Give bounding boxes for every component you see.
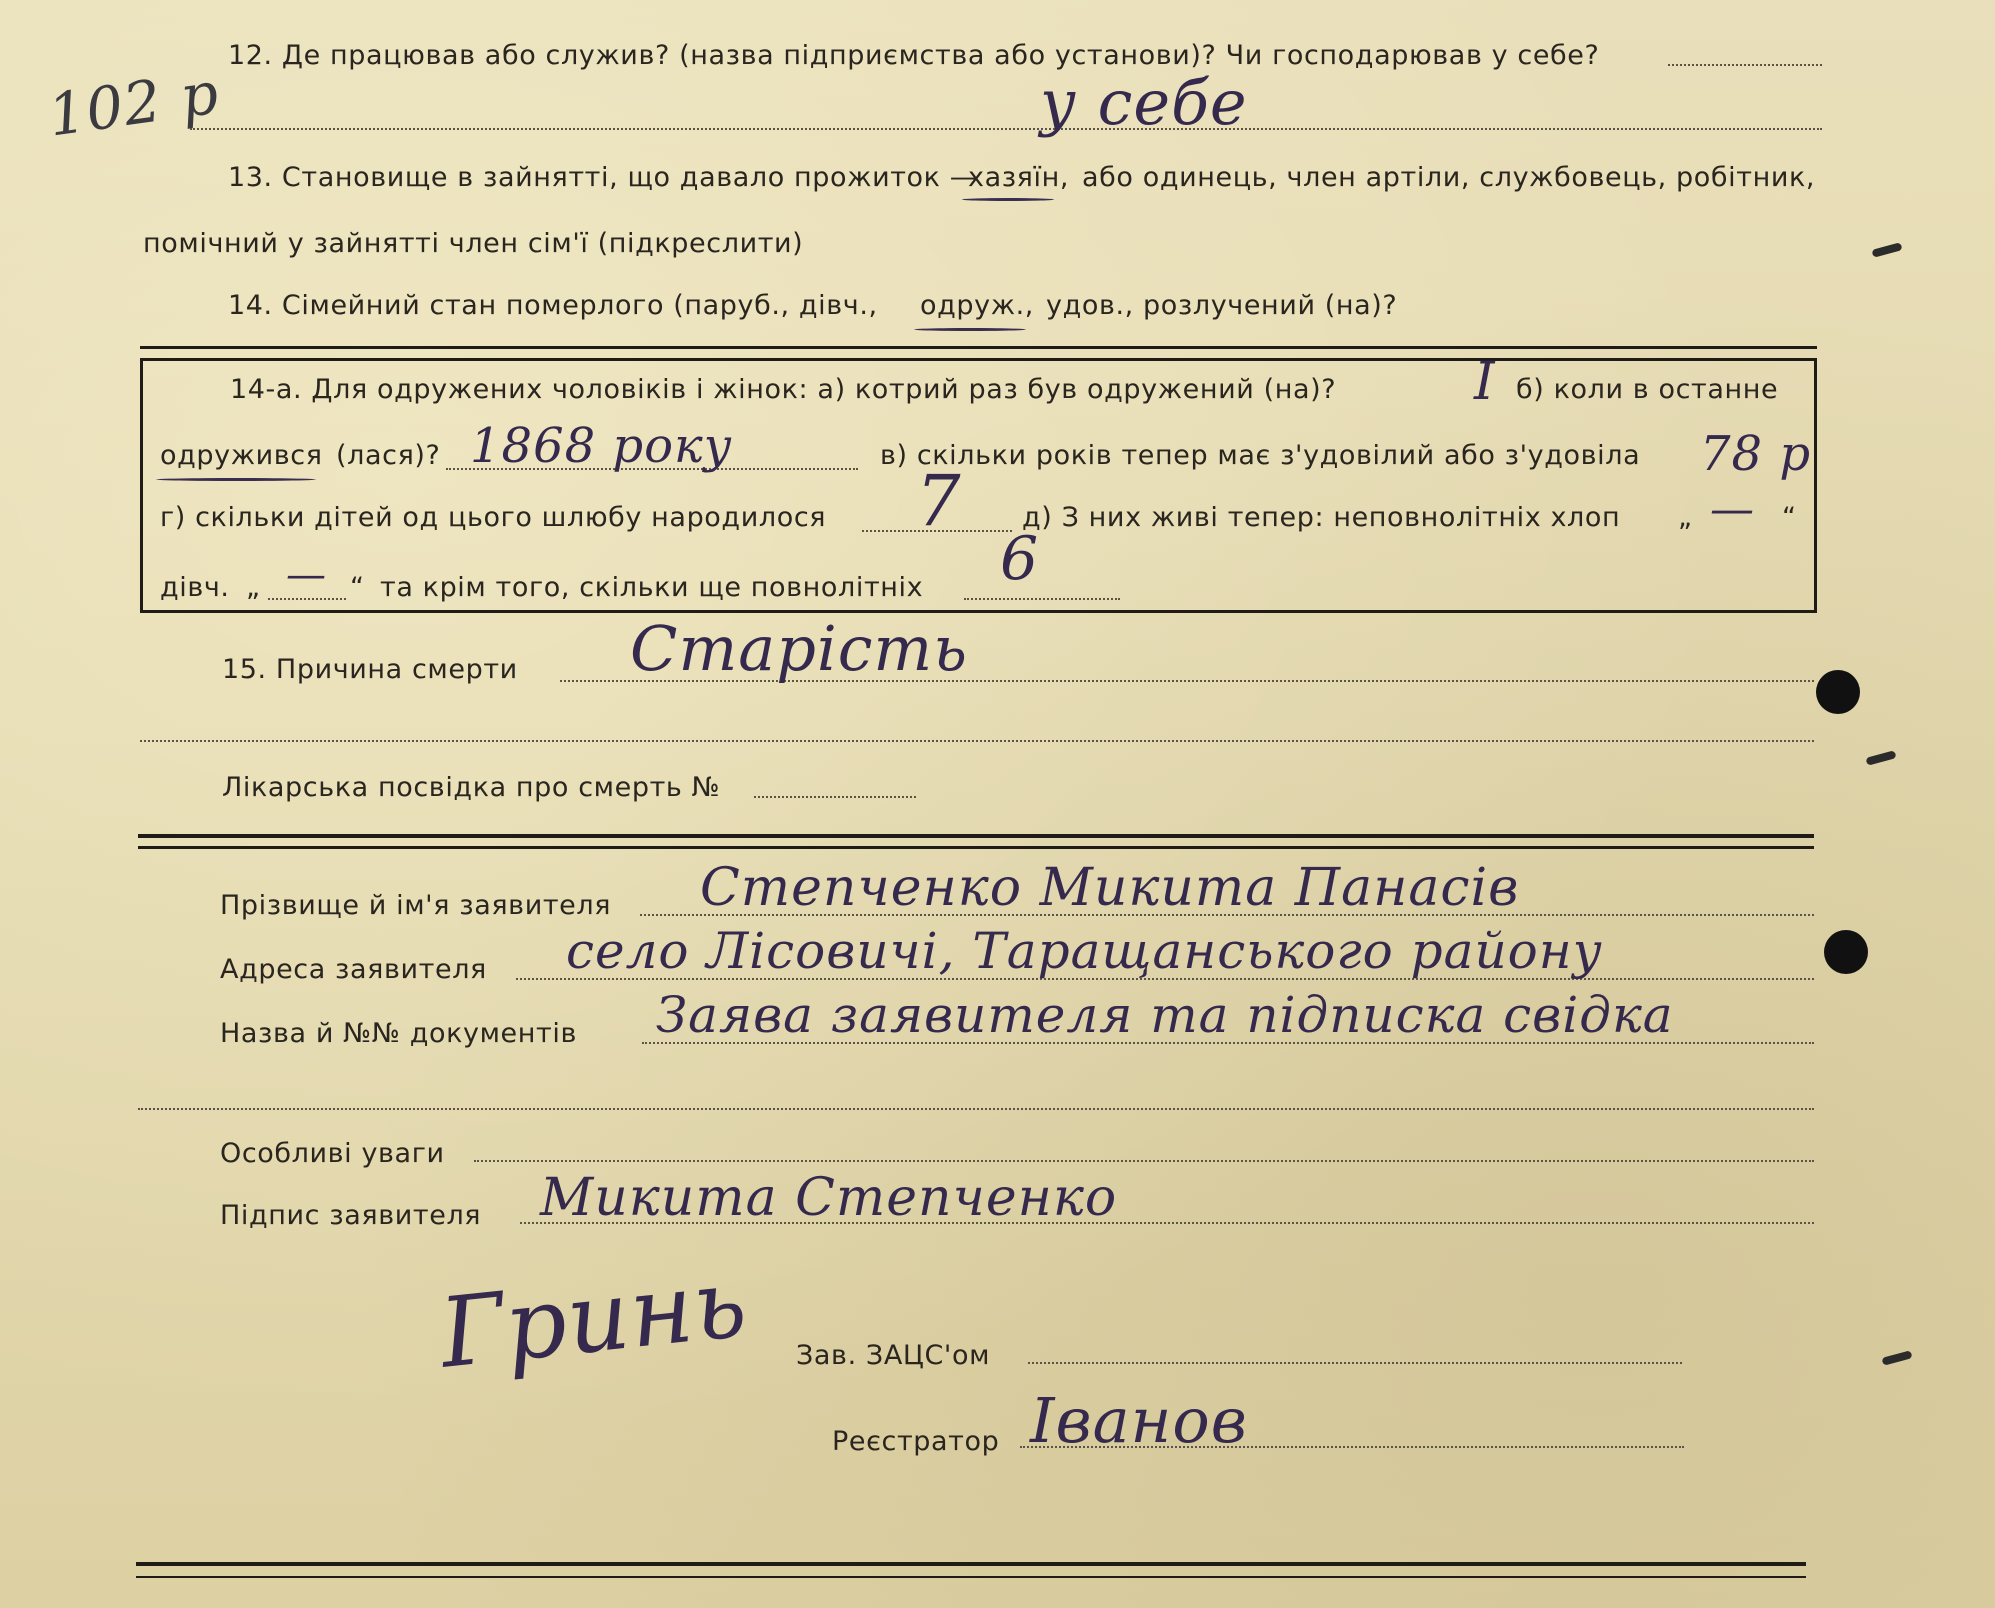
q14a-line4-rest: та крім того, скільки ще повнолітніх: [380, 572, 924, 603]
q14a-answer-a: I: [1474, 352, 1496, 412]
applicant-name-value: Степченко Микита Панасів: [700, 858, 1520, 918]
q14a-line4-girls: дівч.: [160, 572, 230, 603]
applicant-signature-label: Підпис заявителя: [220, 1200, 482, 1231]
q15-answer: Старість: [630, 612, 968, 685]
q14a-answer-d-girls: —: [286, 552, 327, 598]
double-rule-top: [138, 834, 1814, 838]
q14-label-part2: удов., розлучений (на)?: [1046, 290, 1398, 321]
q12-leader: [1668, 64, 1822, 66]
q13-label-line2: помічний у зайнятті член сім'ї (підкреслити): [143, 228, 804, 259]
q13-selected-underline: [962, 198, 1054, 201]
q14a-answer-b: 1868 року: [470, 418, 733, 474]
q15-label: 15. Причина смерти: [222, 654, 518, 685]
paper-nick: [1871, 242, 1902, 257]
q14-selected-underline: [914, 328, 1026, 331]
binder-hole-bottom: [1824, 930, 1868, 974]
paper-nick: [1881, 1350, 1912, 1365]
registrar-signature: Іванов: [1030, 1384, 1248, 1457]
q12-answer: у себе: [1040, 66, 1248, 139]
q14-label-part1: 14. Сімейний стан померлого (паруб., дівч.,: [228, 290, 878, 321]
applicant-name-label: Прізвище й ім'я заявителя: [220, 890, 612, 921]
q14a-answer-d-girls-line: [268, 598, 346, 600]
applicant-docs-value: Заява заявителя та підписка свідка: [656, 986, 1674, 1044]
q14a-answer-adults-line: [964, 598, 1120, 600]
q13-selected-option: хазяїн,: [968, 162, 1070, 193]
q14a-answer-d-boys: —: [1710, 484, 1755, 535]
head-label: Зав. ЗАЦС'ом: [796, 1340, 991, 1371]
binder-hole-top: [1816, 670, 1860, 714]
q13-label-part1: 13. Становище в зайнятті, що давало прожиток —: [228, 162, 978, 193]
q14a-quote-open-girls: „: [246, 572, 261, 603]
q14a-married-underline: [156, 478, 316, 481]
paper-nick: [1865, 750, 1896, 765]
q14a-answer-adults: 6: [1000, 524, 1040, 594]
q14-selected-option: одруж.,: [920, 290, 1034, 321]
applicant-address-value: село Лісовичі, Таращанського району: [566, 922, 1603, 980]
bottom-rule-1: [136, 1562, 1806, 1566]
double-rule-bottom: [138, 846, 1814, 849]
q14a-line3-d: д) З них живі тепер: неповнолітніх хлоп: [1022, 502, 1621, 533]
q12-label: 12. Де працював або служив? (назва підприємства або установи)? Чи господарював у себе?: [228, 40, 1600, 71]
section-rule: [140, 346, 1817, 349]
q12-answer-line: [190, 128, 1822, 130]
q14a-line1: 14-а. Для одружених чоловіків і жінок: а) котрий раз був одружений (на)?: [230, 374, 1337, 405]
bottom-rule-2: [136, 1576, 1806, 1578]
q15-answer-line-2: [140, 740, 1814, 742]
margin-note: 102 р: [44, 58, 224, 150]
q14a-married-rest: (лася)?: [336, 440, 441, 471]
applicant-signature: Микита Степченко: [540, 1168, 1118, 1228]
q14a-answer-c: 78 р: [1700, 426, 1812, 482]
notes-line: [474, 1160, 1814, 1162]
notes-label: Особливі уваги: [220, 1138, 445, 1169]
q14a-married-word: одружився: [160, 440, 323, 471]
q14a-answer-g: 7: [916, 460, 962, 542]
applicant-docs-line-2: [138, 1108, 1814, 1110]
applicant-address-label: Адреса заявителя: [220, 954, 487, 985]
medical-cert-number-line: [754, 796, 916, 798]
q14a-quote-open-boys: „: [1678, 502, 1693, 533]
registrar-label: Реєстратор: [832, 1426, 1000, 1457]
q14a-quote-close-boys: “: [1782, 502, 1797, 533]
q13-label-part2: або одинець, член артіли, службовець, робітник,: [1082, 162, 1816, 193]
q14a-line3-g: г) скільки дітей од цього шлюбу народилося: [160, 502, 827, 533]
medical-cert-label: Лікарська посвідка про смерть №: [222, 772, 721, 803]
head-signature: Гринь: [434, 1246, 753, 1390]
q14a-line2-c: в) скільки років тепер має з'удовілий або з'удовіла: [880, 440, 1641, 471]
q14a-quote-close-girls: “: [350, 572, 365, 603]
q14a-line1-b: б) коли в останне: [1516, 374, 1779, 405]
head-signature-line: [1028, 1362, 1682, 1364]
applicant-docs-label: Назва й №№ документів: [220, 1018, 577, 1049]
